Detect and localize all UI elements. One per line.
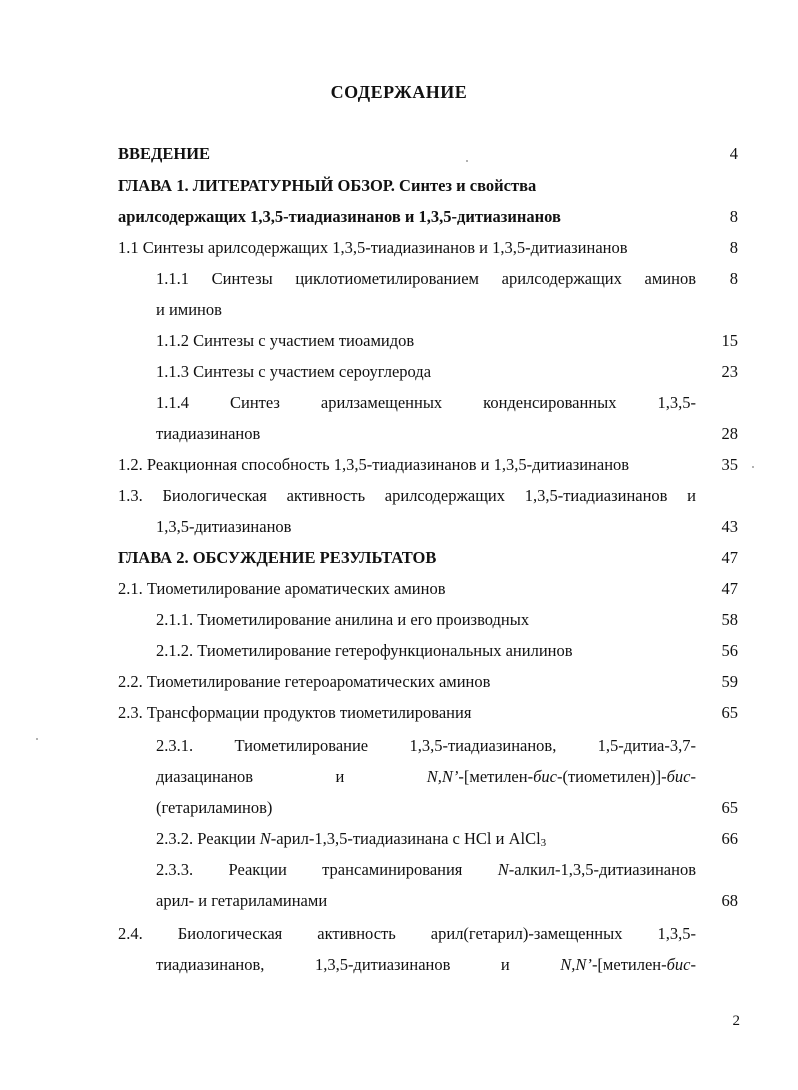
toc-entry-2-3-2: 2.3.2. Реакции N-арил-1,3,5-тиадиазинана с HCl и AlCl$_3$	[156, 829, 547, 849]
toc-page-number: 15	[721, 331, 738, 350]
toc-page-number: 8	[729, 269, 738, 288]
toc-entry-2-2: 2.2. Тиометилирование гетероароматических аминов	[118, 672, 491, 691]
toc-entry-1-2: 1.2. Реакционная способность 1,3,5-тиадиазинанов и 1,3,5-дитиазинанов	[118, 455, 630, 474]
toc-entry-2-3-3: 2.3.3. Реакции трансаминирования N-алкил-1,3,5-дитиазинанов	[156, 860, 696, 879]
toc-page-number: 47	[721, 548, 738, 567]
toc-entry-chapter-2: ГЛАВА 2. ОБСУЖДЕНИЕ РЕЗУЛЬТАТОВ	[118, 548, 437, 567]
scan-speck	[752, 466, 754, 468]
toc-entry-2-3-1: 2.3.1. Тиометилирование 1,3,5-тиадиазинанов, 1,5-дитиа-3,7-	[156, 736, 696, 755]
toc-entry-2-1: 2.1. Тиометилирование ароматических аминов	[118, 579, 446, 598]
toc-page-number: 56	[721, 641, 738, 660]
toc-entry-1-1-3: 1.1.3 Синтезы с участием сероуглерода	[156, 362, 432, 381]
toc-page-number: 58	[721, 610, 738, 629]
toc-entry-2-1-1: 2.1.1. Тиометилирование анилина и его производных	[156, 610, 530, 629]
toc-entry-2-3: 2.3. Трансформации продуктов тиометилирования	[118, 703, 472, 722]
page-number: 2	[732, 1013, 740, 1029]
toc-page-number: 68	[721, 891, 738, 910]
toc-page-number: 23	[721, 362, 738, 381]
toc-page-number: 28	[721, 424, 738, 443]
toc-page-number: 8	[729, 207, 738, 226]
toc-page-number: 65	[721, 703, 738, 722]
toc-entry-1-1: 1.1 Синтезы арилсодержащих 1,3,5-тиадиазинанов и 1,3,5-дитиазинанов	[118, 238, 628, 257]
toc-entry-introduction: ВВЕДЕНИЕ	[118, 144, 211, 163]
toc-entry-1-3-cont: 1,3,5-дитиазинанов	[156, 517, 292, 536]
toc-entry-1-3: 1.3. Биологическая активность арилсодержащих 1,3,5-тиадиазинанов и	[118, 486, 696, 505]
toc-page-number: 8	[729, 238, 738, 257]
toc-entry-1-1-1: 1.1.1 Синтезы циклотиометилированием арилсодержащих аминов	[156, 269, 696, 288]
toc-page-number: 4	[729, 144, 738, 163]
toc-entry-2-3-1-cont2: (гетариламинов)	[156, 798, 273, 817]
toc-page-number: 59	[721, 672, 738, 691]
toc-entry-2-3-1-cont: диазацинанов и N,N’-[метилен-бис-(тиометилен)]-бис-	[156, 767, 696, 786]
toc-page-number: 47	[721, 579, 738, 598]
toc-page-number: 43	[721, 517, 738, 536]
scan-speck	[36, 738, 38, 740]
toc-page-number: 65	[721, 798, 738, 817]
toc-entry-2-1-2: 2.1.2. Тиометилирование гетерофункциональных анилинов	[156, 641, 573, 660]
toc-entry-chapter-1-cont: арилсодержащих 1,3,5-тиадиазинанов и 1,3,5-дитиазинанов	[118, 207, 561, 226]
toc-entry-chapter-1: ГЛАВА 1. ЛИТЕРАТУРНЫЙ ОБЗОР. Синтез и свойства	[118, 176, 537, 195]
toc-entry-2-4: 2.4. Биологическая активность арил(гетарил)-замещенных 1,3,5-	[118, 924, 696, 943]
toc-entry-1-1-4: 1.1.4 Синтез арилзамещенных конденсированных 1,3,5-	[156, 393, 696, 412]
toc-entry-1-1-1-cont: и иминов	[156, 300, 222, 319]
toc-page-number: 35	[721, 455, 738, 474]
toc-entry-1-1-2: 1.1.2 Синтезы с участием тиоамидов	[156, 331, 415, 350]
scan-speck	[466, 160, 468, 162]
toc-entry-1-1-4-cont: тиадиазинанов	[156, 424, 261, 443]
toc-page-number: 66	[721, 829, 738, 848]
page-title: СОДЕРЖАНИЕ	[330, 82, 468, 102]
toc-entry-2-3-3-cont: арил- и гетариламинами	[156, 891, 328, 910]
toc-entry-2-4-cont: тиадиазинанов, 1,3,5-дитиазинанов и N,N’-[метилен-бис-	[156, 955, 696, 974]
